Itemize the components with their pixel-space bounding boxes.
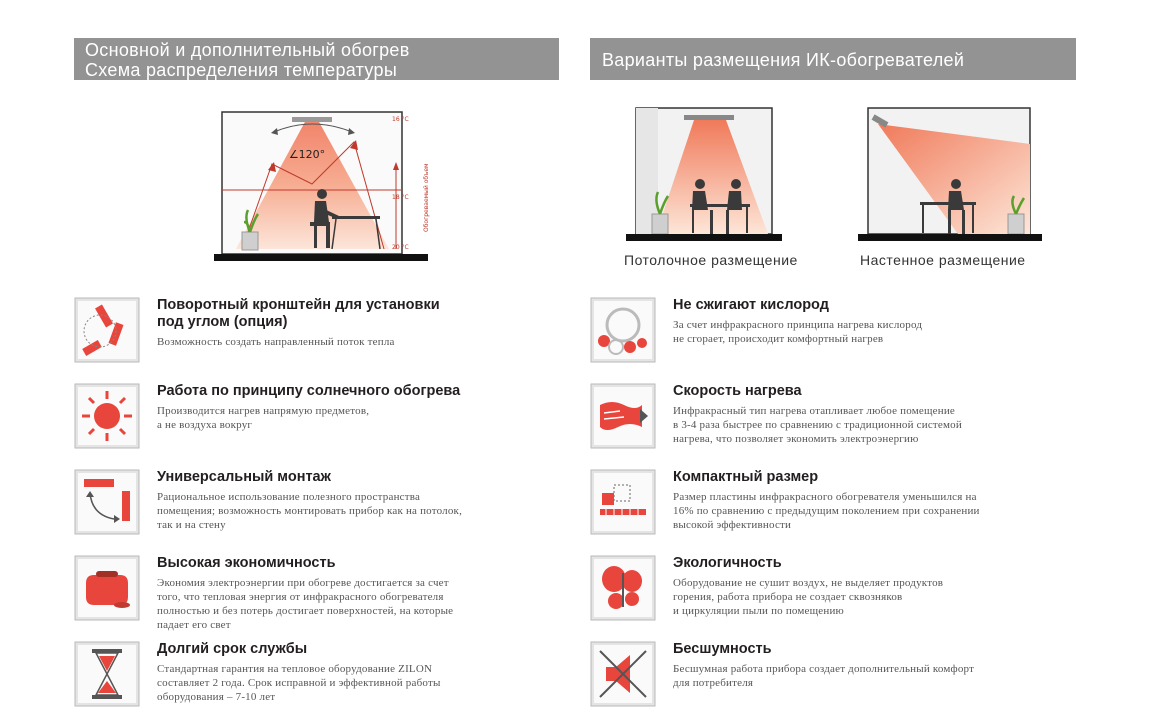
heat-speed-icon: [590, 383, 656, 449]
universal-mount-icon: [74, 469, 140, 535]
feature-no-oxygen-burn: [590, 297, 1060, 367]
ceiling-placement-diagram: [626, 104, 782, 242]
rotating-bracket-icon: [74, 297, 140, 363]
ceiling-heater: [684, 115, 734, 120]
feature-description: Размер пластины инфракрасного обогревателя уменьшился на 16% по сравнению с предыдущим поколением при сохранении высокой эффективности: [673, 491, 980, 531]
feature-long-service: [74, 641, 544, 711]
feature-universal-mount: [74, 469, 544, 539]
hourglass-icon: [74, 641, 140, 707]
floor-line: [214, 254, 428, 261]
feature-description: Рациональное использование полезного пространства помещения; возможность монтировать прибор как на потолок, так и на стену: [157, 491, 463, 531]
right-header-line1: Варианты размещения ИК-обогревателей: [602, 50, 965, 70]
feature-title: Работа по принципу солнечного обогрева: [157, 383, 461, 399]
feature-ecology: [590, 555, 1060, 625]
angle-label: ∠120°: [288, 148, 326, 161]
right-section-header: [590, 38, 1076, 80]
feature-description: Возможность создать направленный поток тепла: [157, 336, 395, 348]
mute-speaker-icon: [590, 641, 656, 707]
feature-description: Производится нагрев напрямую предметов, а не воздуха вокруг: [157, 405, 370, 431]
feature-description: Стандартная гарантия на тепловое оборудование ZILON составляет 2 года. Срок исправной и эффективной работы оборудования – 7-10 лет: [157, 663, 441, 703]
feature-economy: [74, 555, 544, 631]
feature-description: Экономия электроэнергии при обогреве достигается за счет того, что тепловая энергия от инфракрасного обогревателя полностью и без потерь достигает поверхностей, на которые падает его свет: [157, 577, 454, 631]
feature-title: Поворотный кронштейн для установки под углом (опция): [157, 297, 440, 330]
wallet-icon: [74, 555, 140, 621]
feature-title: Бесшумность: [673, 641, 772, 657]
feature-title: Скорость нагрева: [673, 383, 802, 399]
heated-volume-label: Обогреваемый объем: [423, 163, 430, 232]
feature-title: Долгий срок службы: [157, 641, 308, 657]
feature-rotating-bracket: [74, 297, 544, 367]
feature-compact-size: [590, 469, 1060, 539]
feature-title: Универсальный монтаж: [157, 469, 331, 485]
feature-title: Экологичность: [673, 555, 782, 571]
compact-size-icon: [590, 469, 656, 535]
butterfly-icon: [590, 555, 656, 621]
temperature-distribution-diagram: [214, 104, 444, 266]
feature-description: За счет инфракрасного принципа нагрева кислород не сгорает, происходит комфортный нагрев: [673, 319, 923, 345]
sun-icon: [74, 383, 140, 449]
temp-top-label: 16 °C: [392, 116, 409, 123]
ceiling-heater: [292, 117, 332, 122]
feature-description: Инфракрасный тип нагрева отапливает любое помещение в 3-4 раза быстрее по сравнению с традиционной системой нагрева, что позволяет экономить электроэнергию: [673, 405, 962, 445]
feature-description: Оборудование не сушит воздух, не выделяет продуктов горения, работа прибора не создает сквозняков и циркуляции пыли по помещению: [673, 577, 944, 617]
ceiling-placement-caption: Потолочное размещение: [624, 252, 798, 268]
feature-silence: [590, 641, 1060, 711]
feature-description: Бесшумная работа прибора создает дополнительный комфорт для потребителя: [673, 663, 975, 689]
feature-solar-heating: [74, 383, 544, 453]
oxygen-bubbles-icon: [590, 297, 656, 363]
feature-title: Компактный размер: [673, 469, 819, 485]
temp-bottom-label: 20 °C: [392, 244, 409, 251]
feature-title: Не сжигают кислород: [673, 297, 829, 313]
left-section-header: [74, 38, 559, 80]
left-header-line1: Основной и дополнительный обогрев: [85, 40, 410, 60]
wall-placement-diagram: [858, 104, 1042, 242]
wall-placement-caption: Настенное размещение: [860, 252, 1026, 268]
feature-heating-speed: [590, 383, 1060, 453]
left-header-line2: Схема распределения температуры: [85, 60, 398, 80]
temp-mid-label: 18 °C: [392, 194, 409, 201]
feature-title: Высокая экономичность: [157, 555, 336, 571]
